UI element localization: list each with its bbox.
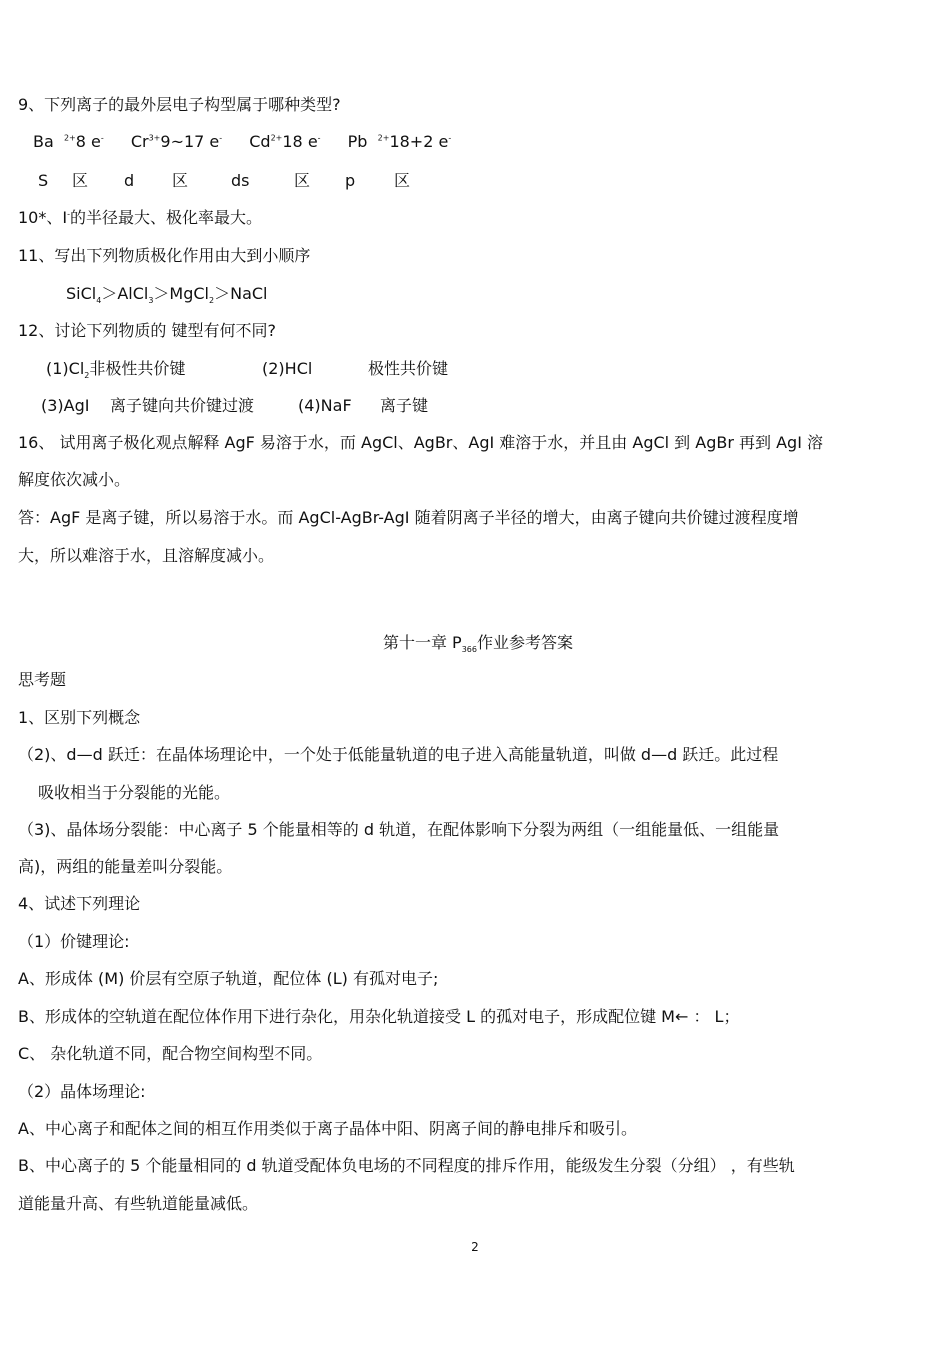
s4-cf-b-line1: B、中心离子的 5 个能量相同的 d 轨道受配体负电场的不同程度的排斥作用，能级发生分裂（分组） ，有些轨 [18, 1156, 795, 1175]
zone-d: d [124, 171, 135, 190]
q12-row1 [46, 358, 496, 380]
s1-p3-line2: 高)，两组的能量差叫分裂能。 [18, 857, 233, 876]
s1-p3-line1: （3)、晶体场分裂能：中心离子 5 个能量相等的 d 轨道，在配体影响下分裂为两组（一组能量低、一组能量 [18, 820, 780, 839]
zone-ds: ds [231, 171, 250, 190]
q9-zones [38, 170, 438, 192]
q11-title: 11、写出下列物质极化作用由大到小顺序 [18, 246, 311, 265]
zone-p-label: 区 [394, 171, 411, 190]
s4-vb-c: C、 杂化轨道不同，配合物空间构型不同。 [18, 1044, 323, 1063]
s1-p2-line1: （2)、d—d 跃迁：在晶体场理论中，一个处于低能量轨道的电子进入高能量轨道，叫做 d—d 跃迁。此过程 [18, 745, 779, 764]
s4-cf-b-line2: 道能量升高、有些轨道能量减低。 [18, 1194, 259, 1213]
zone-d-label: 区 [172, 171, 189, 190]
ion-cr: $Cr^{3+}9\sim 17$ e- [130, 132, 223, 151]
page-number: 2 [471, 1240, 479, 1254]
s4-vb-a: A、形成体 (M) 价层有空原子轨道，配位体 (L) 有孤对电子; [18, 969, 439, 988]
q16-question-line1: 16、 试用离子极化观点解释 AgF 易溶于水，而 AgCl、AgBr、AgI 难溶于水，并且由 AgCl 到 AgBr 再到 AgI 溶 [18, 433, 824, 452]
q16-answer-line2: 大，所以难溶于水，且溶解度减小。 [18, 546, 275, 565]
q16-question-line2: 解度依次减小。 [18, 470, 131, 489]
zone-p: p [345, 171, 356, 190]
s4-cf-heading: （2）晶体场理论: [18, 1082, 146, 1101]
s4-vb-heading: （1）价键理论: [18, 932, 130, 951]
q12-item3-type: 离子键向共价键过渡 [110, 396, 255, 415]
s4-cf-a: A、中心离子和配体之间的相互作用类似于离子晶体中阳、阴离子间的静电排斥和吸引。 [18, 1119, 637, 1138]
q12-item2-type: 极性共价键 [368, 359, 449, 378]
think-heading: 思考题 [18, 670, 67, 689]
zone-ds-label: 区 [294, 171, 311, 190]
s4-title: 4、试述下列理论 [18, 894, 141, 913]
ion-pb: Pb $^{2+}$18+2 e- [347, 132, 452, 151]
s4-vb-b: B、形成体的空轨道在配位体作用下进行杂化，用杂化轨道接受 L 的孤对电子，形成配位键 M← ： L； [18, 1007, 740, 1026]
ion-ba: Ba $^{2+}$8 e- [33, 132, 104, 151]
s1-p2-line2: 吸收相当于分裂能的光能。 [38, 783, 231, 802]
ion-cd: $Cd^{2+}18$ e- [249, 132, 321, 151]
q9-title: 9、下列离子的最外层电子构型属于哪种类型? [18, 95, 341, 114]
q10: 10*、I-的半径最大、极化率最大。 [18, 208, 262, 227]
q12-item2-label: (2)HCl [262, 359, 313, 378]
s1-title: 1、区别下列概念 [18, 708, 141, 727]
q16-answer-line1: 答：AgF 是离子键，所以易溶于水。而 AgCl-AgBr-AgI 随着阴离子半径的增大，由离子键向共价键过渡程度增 [18, 508, 799, 527]
q9-ions [33, 131, 451, 153]
q12-item4-label: (4)NaF [298, 396, 352, 415]
chapter-heading: 第十一章 $P_{366}$作业参考答案 [382, 633, 574, 655]
q12-item3-label: (3)AgI [41, 396, 90, 415]
q12-row2 [41, 395, 491, 417]
zone-s-label: 区 [72, 171, 89, 190]
q12-title: 12、讨论下列物质的 键型有何不同? [18, 321, 276, 340]
q12-item4-type: 离子键 [380, 396, 429, 415]
q11-sequence: SiCl$_4$＞AlCl$_3$＞MgCl$_2$＞NaCl [66, 284, 268, 306]
q12-item1: $(1)Cl_2$非极性共价键 [46, 359, 186, 381]
zone-s: S [38, 171, 49, 190]
